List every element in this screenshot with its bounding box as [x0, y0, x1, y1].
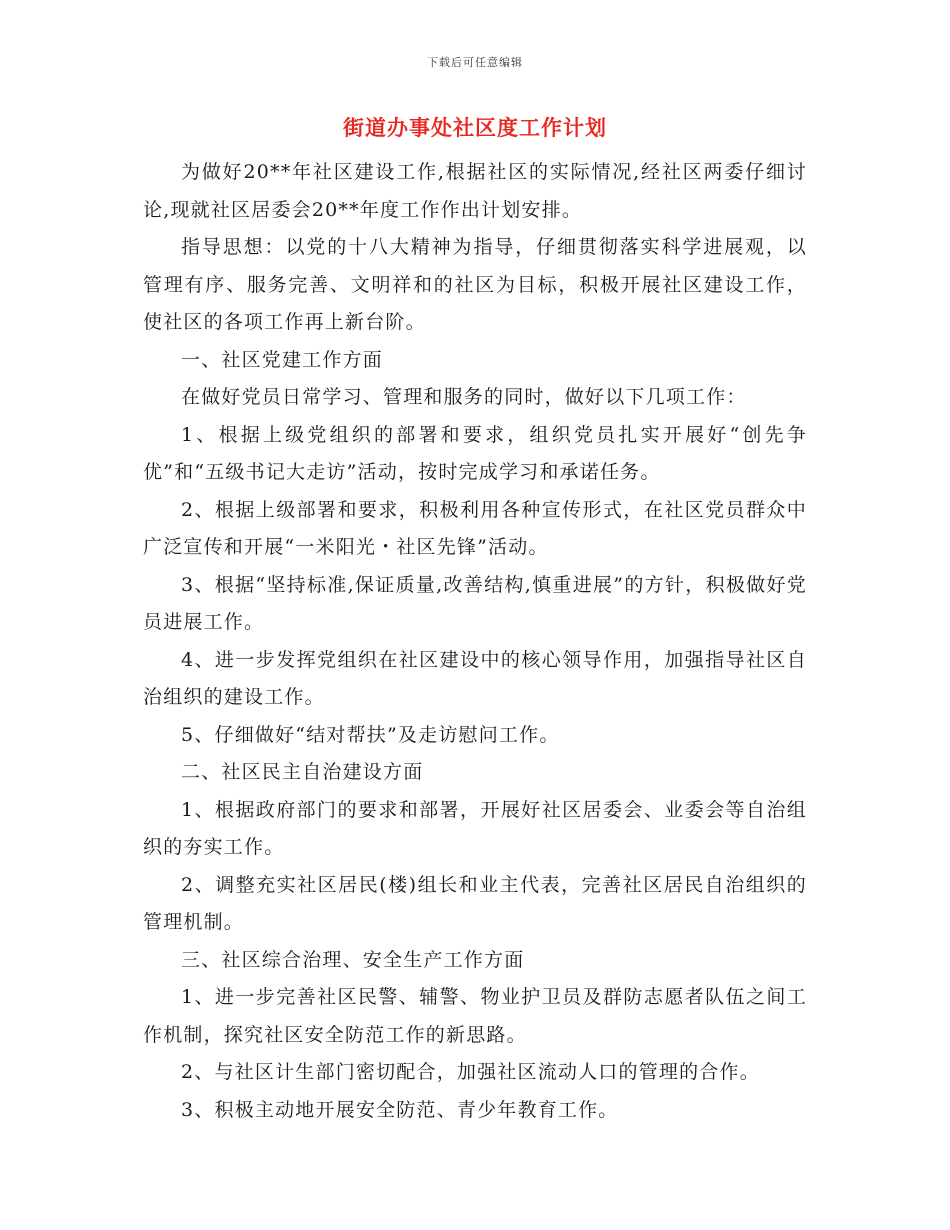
- document-title: 街道办事处社区度工作计划: [343, 115, 607, 140]
- paragraph: 在做好党员日常学习、管理和服务的同时，做好以下几项工作：: [181, 386, 747, 408]
- paragraph-intro: 为做好20**年社区建设工作,根据社区的实际情况,经社区两委仔细讨论,现就社区居委会20**年度工作作出计划安排。: [143, 161, 807, 221]
- list-item: 3、根据“坚持标准,保证质量,改善结构,慎重进展”的方针，积极做好党员进展工作。: [143, 573, 807, 633]
- section-heading-party-building: 一、社区党建工作方面: [181, 348, 384, 371]
- list-item: 3、积极主动地开展安全防范、青少年教育工作。: [181, 1098, 619, 1121]
- list-item: 2、调整充实社区居民(楼)组长和业主代表，完善社区居民自治组织的管理机制。: [143, 873, 807, 933]
- list-item: 1、根据上级党组织的部署和要求，组织党员扎实开展好“创先争优”和“五级书记大走访”活动，按时完成学习和承诺任务。: [143, 423, 807, 483]
- document-body: [143, 154, 807, 1129]
- paragraph-guiding-thought: 指导思想：以党的十八大精神为指导，仔细贯彻落实科学进展观，以管理有序、服务完善、文明祥和的社区为目标，积极开展社区建设工作，使社区的各项工作再上新台阶。: [143, 236, 807, 333]
- list-item: 5、仔细做好“结对帮扶”及走访慰问工作。: [181, 723, 560, 746]
- list-item: 1、根据政府部门的要求和部署，开展好社区居委会、业委会等自治组织的夯实工作。: [143, 798, 807, 858]
- section-heading-self-governance: 二、社区民主自治建设方面: [181, 761, 424, 783]
- list-item: 4、进一步发挥党组织在社区建设中的核心领导作用，加强指导社区自治组织的建设工作。: [143, 648, 807, 708]
- header-note: 下载后可任意编辑: [427, 56, 523, 69]
- list-item: 2、根据上级部署和要求，积极利用各种宣传形式，在社区党员群众中广泛宣传和开展“一米阳光・社区先锋”活动。: [143, 498, 807, 558]
- list-item: 1、进一步完善社区民警、辅警、物业护卫员及群防志愿者队伍之间工作机制，探究社区安全防范工作的新思路。: [143, 986, 807, 1046]
- list-item: 2、与社区计生部门密切配合，加强社区流动人口的管理的合作。: [181, 1061, 760, 1083]
- section-heading-safety: 三、社区综合治理、安全生产工作方面: [181, 948, 525, 971]
